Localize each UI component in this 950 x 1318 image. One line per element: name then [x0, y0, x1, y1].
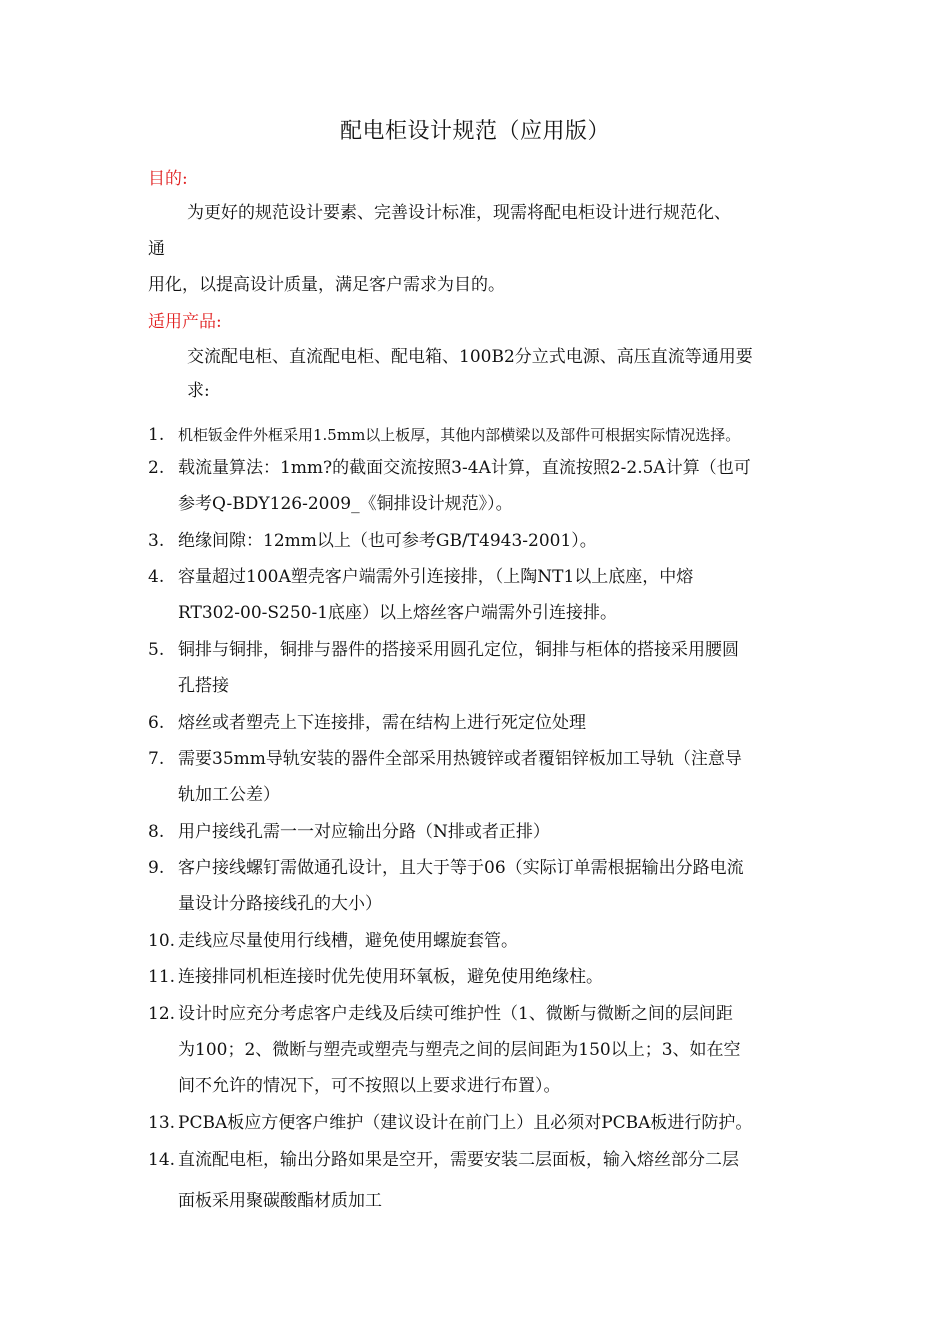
list-item-number: 12. [148, 1004, 176, 1024]
list-item-text: 铜排与铜排，铜排与器件的搭接采用圆孔定位，铜排与柜体的搭接采用腰圆 [178, 640, 739, 660]
purpose-line: 用化，以提高设计质量，满足客户需求为目的。 [148, 275, 505, 295]
list-item-text: 轨加工公差） [178, 785, 280, 805]
list-item-number: 8. [148, 822, 165, 842]
list-item-text: 走线应尽量使用行线槽，避免使用螺旋套管。 [178, 931, 518, 951]
list-item-number: 7. [148, 749, 165, 769]
list-item-text: RT302-00-S250-1底座）以上熔丝客户端需外引连接排。 [178, 603, 618, 623]
list-item-number: 9. [148, 858, 165, 878]
list-item-text: 间不允许的情况下，可不按照以上要求进行布置）。 [178, 1076, 561, 1096]
list-item-number: 1. [148, 425, 165, 445]
list-item-number: 14. [148, 1150, 176, 1170]
list-item-text: 量设计分路接线孔的大小） [178, 894, 382, 914]
list-item-text: 孔搭接 [178, 676, 229, 696]
purpose-line: 为更好的规范设计要素、完善设计标准，现需将配电柜设计进行规范化、 [187, 203, 731, 223]
list-item-text: 载流量算法：1mm?的截面交流按照3-4A计算，直流按照2-2.5A计算（也可 [178, 458, 751, 478]
products-heading: 适用产品: [148, 312, 222, 332]
list-item-text: 直流配电柜，输出分路如果是空开，需要安装二层面板，输入熔丝部分二层 [178, 1150, 739, 1170]
list-item-text: 面板采用聚碳酸酯材质加工 [178, 1191, 382, 1211]
list-item-number: 10. [148, 931, 176, 951]
document-title: 配电柜设计规范（应用版） [339, 119, 610, 144]
products-line: 求: [187, 381, 210, 401]
list-item-text: 连接排同机柜连接时优先使用环氧板，避免使用绝缘柱。 [178, 967, 603, 987]
list-item-text: 需要35mm导轨安装的器件全部采用热镀锌或者覆铝锌板加工导轨（注意导 [178, 749, 742, 769]
list-item-text: 绝缘间隙：12mm以上（也可参考GB/T4943-2001）。 [178, 531, 597, 551]
list-item-number: 4. [148, 567, 165, 587]
list-item-number: 2. [148, 458, 165, 478]
list-item-text: 为100；2、微断与塑壳或塑壳与塑壳之间的层间距为150以上；3、如在空 [178, 1040, 741, 1060]
list-item-number: 5. [148, 640, 165, 660]
list-item-text: 机柜钣金件外框采用1.5mm以上板厚，其他内部横梁以及部件可根据实际情况选择。 [178, 426, 741, 444]
list-item-number: 13. [148, 1113, 176, 1133]
list-item-number: 11. [148, 967, 176, 987]
list-item-text: 容量超过100A塑壳客户端需外引连接排，（上陶NT1以上底座，中熔 [178, 567, 694, 587]
list-item-number: 6. [148, 713, 165, 733]
products-line: 交流配电柜、直流配电柜、配电箱、100B2分立式电源、高压直流等通用要 [187, 347, 753, 367]
list-item-text: 参考Q-BDY126-2009_《铜排设计规范》）。 [178, 494, 513, 514]
list-item-text: 客户接线螺钉需做通孔设计，且大于等于06（实际订单需根据输出分路电流 [178, 858, 744, 878]
list-item-number: 3. [148, 531, 165, 551]
purpose-heading: 目的: [148, 169, 188, 189]
list-item-text: 设计时应充分考虑客户走线及后续可维护性（1、微断与微断之间的层间距 [178, 1004, 733, 1024]
list-item-text: PCBA板应方便客户维护（建议设计在前门上）且必须对PCBA板进行防护。 [178, 1113, 753, 1133]
list-item-text: 熔丝或者塑壳上下连接排，需在结构上进行死定位处理 [178, 713, 586, 733]
list-item-text: 用户接线孔需一一对应输出分路（N排或者正排） [178, 822, 550, 842]
purpose-line: 通 [148, 239, 165, 259]
